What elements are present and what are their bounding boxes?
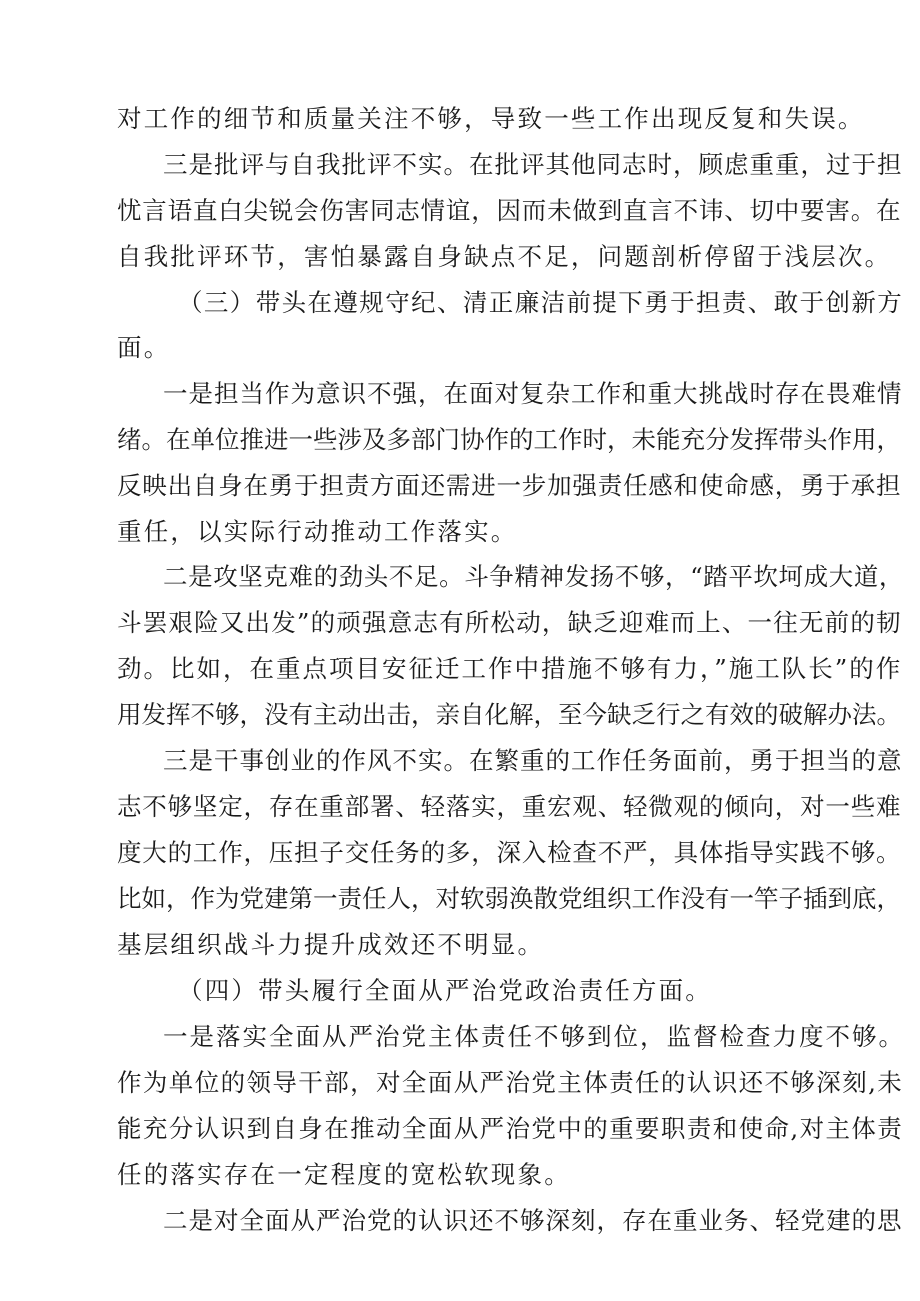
text-line-24: 任的落实存在一定程度的宽松软现象。 [117,1160,571,1189]
text-line-16: 志不够坚定，存在重部署、轻落实，重宏观、轻微观的倾向，对一些难 [117,792,902,821]
text-line-12: 斗罢艰险又出发”的顽强意志有所松动，缺乏迎难而上、一往无前的韧 [117,608,902,637]
text-line-14: 用发挥不够，没有主动出击，亲自化解，至今缺乏行之有效的破解办法。 [117,700,901,729]
text-line-17: 度大的工作，压担子交任务的多，深入检查不严，具体指导实践不够。 [117,838,902,867]
section-heading-3: （三）带头在遵规守纪、清正廉洁前提下勇于担责、敢于创新方 [178,288,904,317]
text-line-23: 能充分认识到自身在推动全面从严治党中的重要职责和使命,对主体责 [117,1114,904,1143]
text-line-22: 作为单位的领导干部，对全面从严治党主体责任的认识还不够深刻,未 [117,1068,904,1097]
text-line-15: 三是干事创业的作风不实。在繁重的工作任务面前，勇于担当的意 [163,746,903,775]
text-line-19: 基层组织战斗力提升成效还不明显。 [117,930,545,959]
text-line-25: 二是对全面从严治党的认识还不够深刻，存在重业务、轻党建的思 [163,1206,903,1235]
text-line-2: 三是批评与自我批评不实。在批评其他同志时，顾虑重重，过于担 [163,150,903,179]
text-line-13: 劲。比如，在重点项目安征迁工作中措施不够有力，”施工队长”的作 [117,654,903,683]
section-heading-4: （四）带头履行全面从严治党政治责任方面。 [178,976,712,1005]
text-line-7: 一是担当作为意识不强，在面对复杂工作和重大挑战时存在畏难情 [163,379,903,408]
text-line-9: 反映出自身在勇于担责方面还需进一步加强责任感和使命感，勇于承担 [117,471,902,500]
text-line-10: 重任，以实际行动推动工作落实。 [117,517,518,546]
text-line-11: 二是攻坚克难的劲头不足。斗争精神发扬不够，“踏平坎坷成大道， [163,562,905,591]
text-line-3: 忧言语直白尖锐会伤害同志情谊，因而未做到直言不讳、切中要害。在 [117,196,902,225]
text-line-8: 绪。在单位推进一些涉及多部门协作的工作时，未能充分发挥带头作用， [117,425,901,454]
section-heading-3-cont: 面。 [117,333,171,362]
text-line-18: 比如，作为党建第一责任人，对软弱涣散党组织工作没有一竿子插到底， [117,884,901,913]
text-line-1: 对工作的细节和质量关注不够，导致一些工作出现反复和失误。 [117,104,865,133]
text-line-21: 一是落实全面从严治党主体责任不够到位，监督检查力度不够。 [163,1022,905,1051]
text-line-4: 自我批评环节，害怕暴露自身缺点不足，问题剖析停留于浅层次。 [117,242,892,271]
